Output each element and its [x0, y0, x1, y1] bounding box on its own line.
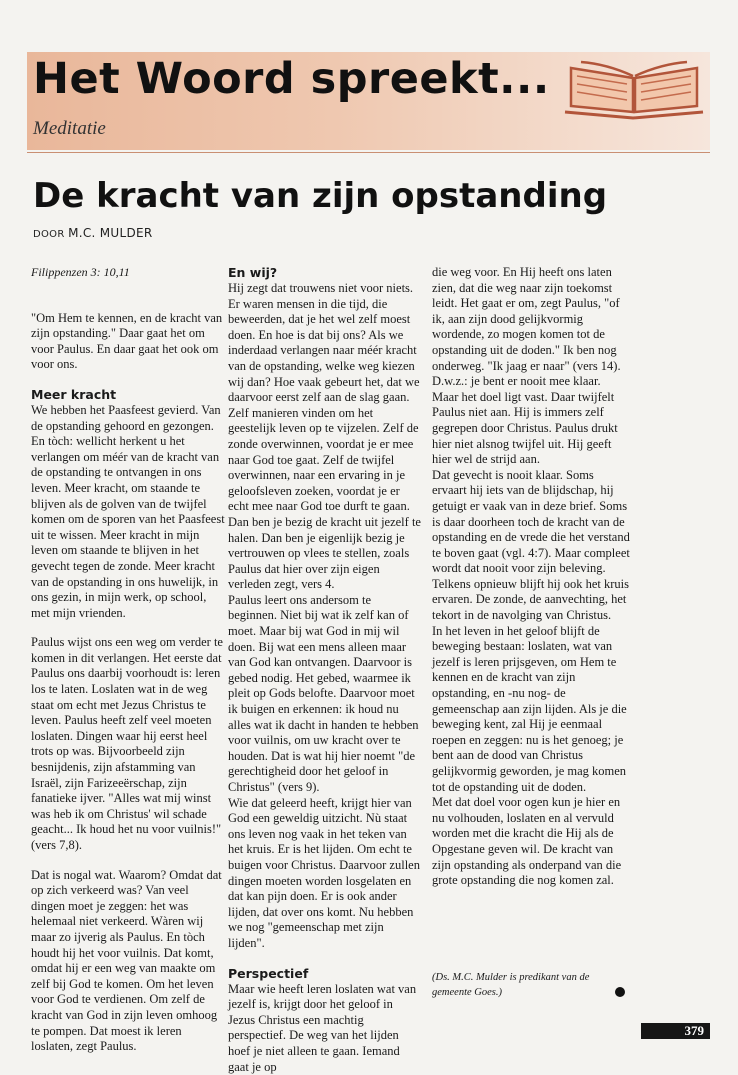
- subheading: En wij?: [228, 265, 278, 280]
- byline-author: M.C. MULDER: [68, 226, 153, 240]
- paragraph: In het leven in het geloof blijft de beweging bestaan: loslaten, wat van jezelf is leren prijsgeven, om Hem te kennen en de kracht van zijn opstanding, en -nu nog- de gemeenschap aan zijn lijden. Als je die beweging kent, zal Hij je eenmaal roepen en zeggen: nu is het genoeg; je bent aan de dood van Christus gelijkvormig geworden, je mag komen tot de opstanding uit de doden.: [432, 623, 627, 794]
- page-number: 379: [641, 1023, 710, 1039]
- paragraph: "Om Hem te kennen, en de kracht van zijn opstanding." Daar gaat het om voor Paulus. En daar gaat het ook om voor ons.: [31, 310, 223, 372]
- paragraph: Maar wie heeft leren loslaten wat van jezelf is, krijgt door het geloof in Jezus Christus een machtig perspectief. De weg van het lijden hoef je niet alleen te gaan. Iemand gaat je op: [228, 981, 417, 1074]
- paragraph: Met dat doel voor ogen kun je hier en nu volhouden, loslaten en al vervuld worden met die kracht die Hij als de Opgestane geven wil. De kracht van zijn opstanding als onderpand van die grote opstanding die nog komen zal.: [432, 795, 622, 888]
- paragraph: Paulus leert ons andersom te beginnen. Niet bij wat ik zelf kan of moet. Maar bij wat God in mij wil doen. Bij wat een mens alleen maar van God kan ontvangen. Daarvoor is gebed nodig. Het gebed, waarmee ik pleit op Gods belofte. Daarvoor moet ik buigen en erkennen: ik houd nu alles wat ik dacht in handen te hebben voor vuilnis, om uw kracht over te houden. Dat is wat hij hier noemt "de gerechtigheid door het geloof in Christus" (vers 9).: [228, 592, 419, 794]
- byline: [33, 226, 153, 240]
- paragraph: die weg voor. En Hij heeft ons laten zien, dat die weg naar zijn toekomst leidt. Het gaat er om, zegt Paulus, "of ik, aan zijn dood gelijkvormig wordende, zo mogen komen tot de opstanding uit de doden." Ik ben nog onderweg. "Ik jaag er naar" (vers 14). D.w.z.: je bent er nooit mee klaar. Maar het doel ligt vast. Daar twijfelt Paulus niet aan. Hij is immers zelf gegrepen door Christus. Paulus drukt hier niet alsnog twijfel uit. Hij geeft hier wel de strijd aan.: [432, 265, 621, 467]
- paragraph: Paulus wijst ons een weg om verder te komen in dit verlangen. Het eerste dat Paulus ons daarbij voorhoudt is: leren los te laten. Loslaten wat in de weg staat om echt met Jezus Christus te leven. Paulus heeft zelf veel moeten loslaten. Dingen waar hij eerst heel trots op was. Bijvoorbeeld zijn besnijdenis, zijn afstamming van Israël, zijn Farizeeërschap, zijn fanatieke ijver. "Alles wat mij winst was heb ik om Christus' wil schade geacht... Ik houd het nu voor vuilnis!" (vers 7,8).: [31, 635, 223, 852]
- author-bio: (Ds. M.C. Mulder is predikant van de gemeente Goes.): [432, 972, 590, 998]
- column-2: [228, 265, 423, 1075]
- column-3: [432, 265, 630, 889]
- paragraph: We hebben het Paasfeest gevierd. Van de opstanding gehoord en gezongen. En tòch: wellicht herkent u het verlangen om méér van de kracht van de opstanding te ontvangen in ons leven. Meer kracht, om staande te blijven als de golven van de twijfel komen om de sporen van het Paasfeest uit te wissen. Meer kracht in mijn leven om staande te blijven in het gevecht tegen de zonde. Meer kracht van de opstanding in ons huwelijk, in ons gezin, in mijn werk, op school, met mijn vrienden.: [31, 402, 225, 620]
- scripture-reference: Filippenzen 3: 10,11: [31, 265, 130, 279]
- paragraph: Dat is nogal wat. Waarom? Omdat dat op zich verkeerd was? Van veel dingen moet je zeggen: het was helemaal niet verkeerd. Wàren wij maar zo ijverig als Paulus. En tòch houdt hij het voor vuilnis. Dat komt, omdat hij er een weg van maakte om zelf bij God te komen. Om het leven voor God te verdienen. Om zelf de kracht van God in zijn leven omhoog te pompen. Dat moest ik leren loslaten, zegt Paulus.: [31, 867, 222, 1054]
- column-1: [31, 265, 225, 1055]
- article-title: De kracht van zijn opstanding: [33, 176, 608, 216]
- section-title: Het Woord spreekt...: [33, 54, 550, 104]
- end-mark-icon: [615, 987, 625, 997]
- section-subtitle: Meditatie: [33, 118, 106, 139]
- subheading: Perspectief: [228, 965, 309, 981]
- paragraph: Dat gevecht is nooit klaar. Soms ervaart hij iets van de blijdschap, hij getuigt er vaak van in deze brief. Soms is daar doorheen toch de kracht van de opstanding en de vrede die het verstand te boven gaat (vgl. 4:7). Maar compleet wordt dat nooit voor zijn beleving. Telkens opnieuw blijft hij ook het kruis ervaren. De zonde, de aanvechting, het tekort in de navolging van Christus.: [432, 467, 630, 623]
- paragraph: Wie dat geleerd heeft, krijgt hier van God een geweldig uitzicht. Nù staat ons leven nog vaak in het teken van het kruis. Er is het lijden. Om echt te buigen voor Christus. Daarvoor zullen dingen moeten worden losgelaten en dat kan pijn doen. Er is ook ander lijden, dat over ons komt. Nu hebben we nog "gemeenschap met zijn lijden".: [228, 795, 420, 950]
- paragraph: Hij zegt dat trouwens niet voor niets. Er waren mensen in die tijd, die beweerden, dat je het wel zelf moest doen. En hoe is dat bij ons? Als we inderdaad verlangen naar méér kracht van de opstanding, welke weg kiezen wij dan? Hoe vaak gebeurt het, dat we daarvoor eerst zelf aan de slag gaan. Zelf manieren vinden om het geestelijk leven op te vijzelen. Zelf de zonde overwinnen, voordat je er mee naar God toe gaat. Zelf de twijfel overwinnen, naar een ervaring in je geloofsleven zoeken, voordat je er echt mee naar God toe durft te gaan. Dan ben je bezig de kracht uit jezelf te halen. Dan ben je eigenlijk bezig je vertrouwen op vlees te stellen, zoals Paulus dat hier over zijn eigen verleden zegt, vers 4.: [228, 281, 421, 592]
- open-book-icon: [563, 56, 705, 120]
- byline-prefix: DOOR: [33, 229, 65, 240]
- header-divider: [27, 152, 710, 153]
- subheading: Meer kracht: [31, 386, 117, 402]
